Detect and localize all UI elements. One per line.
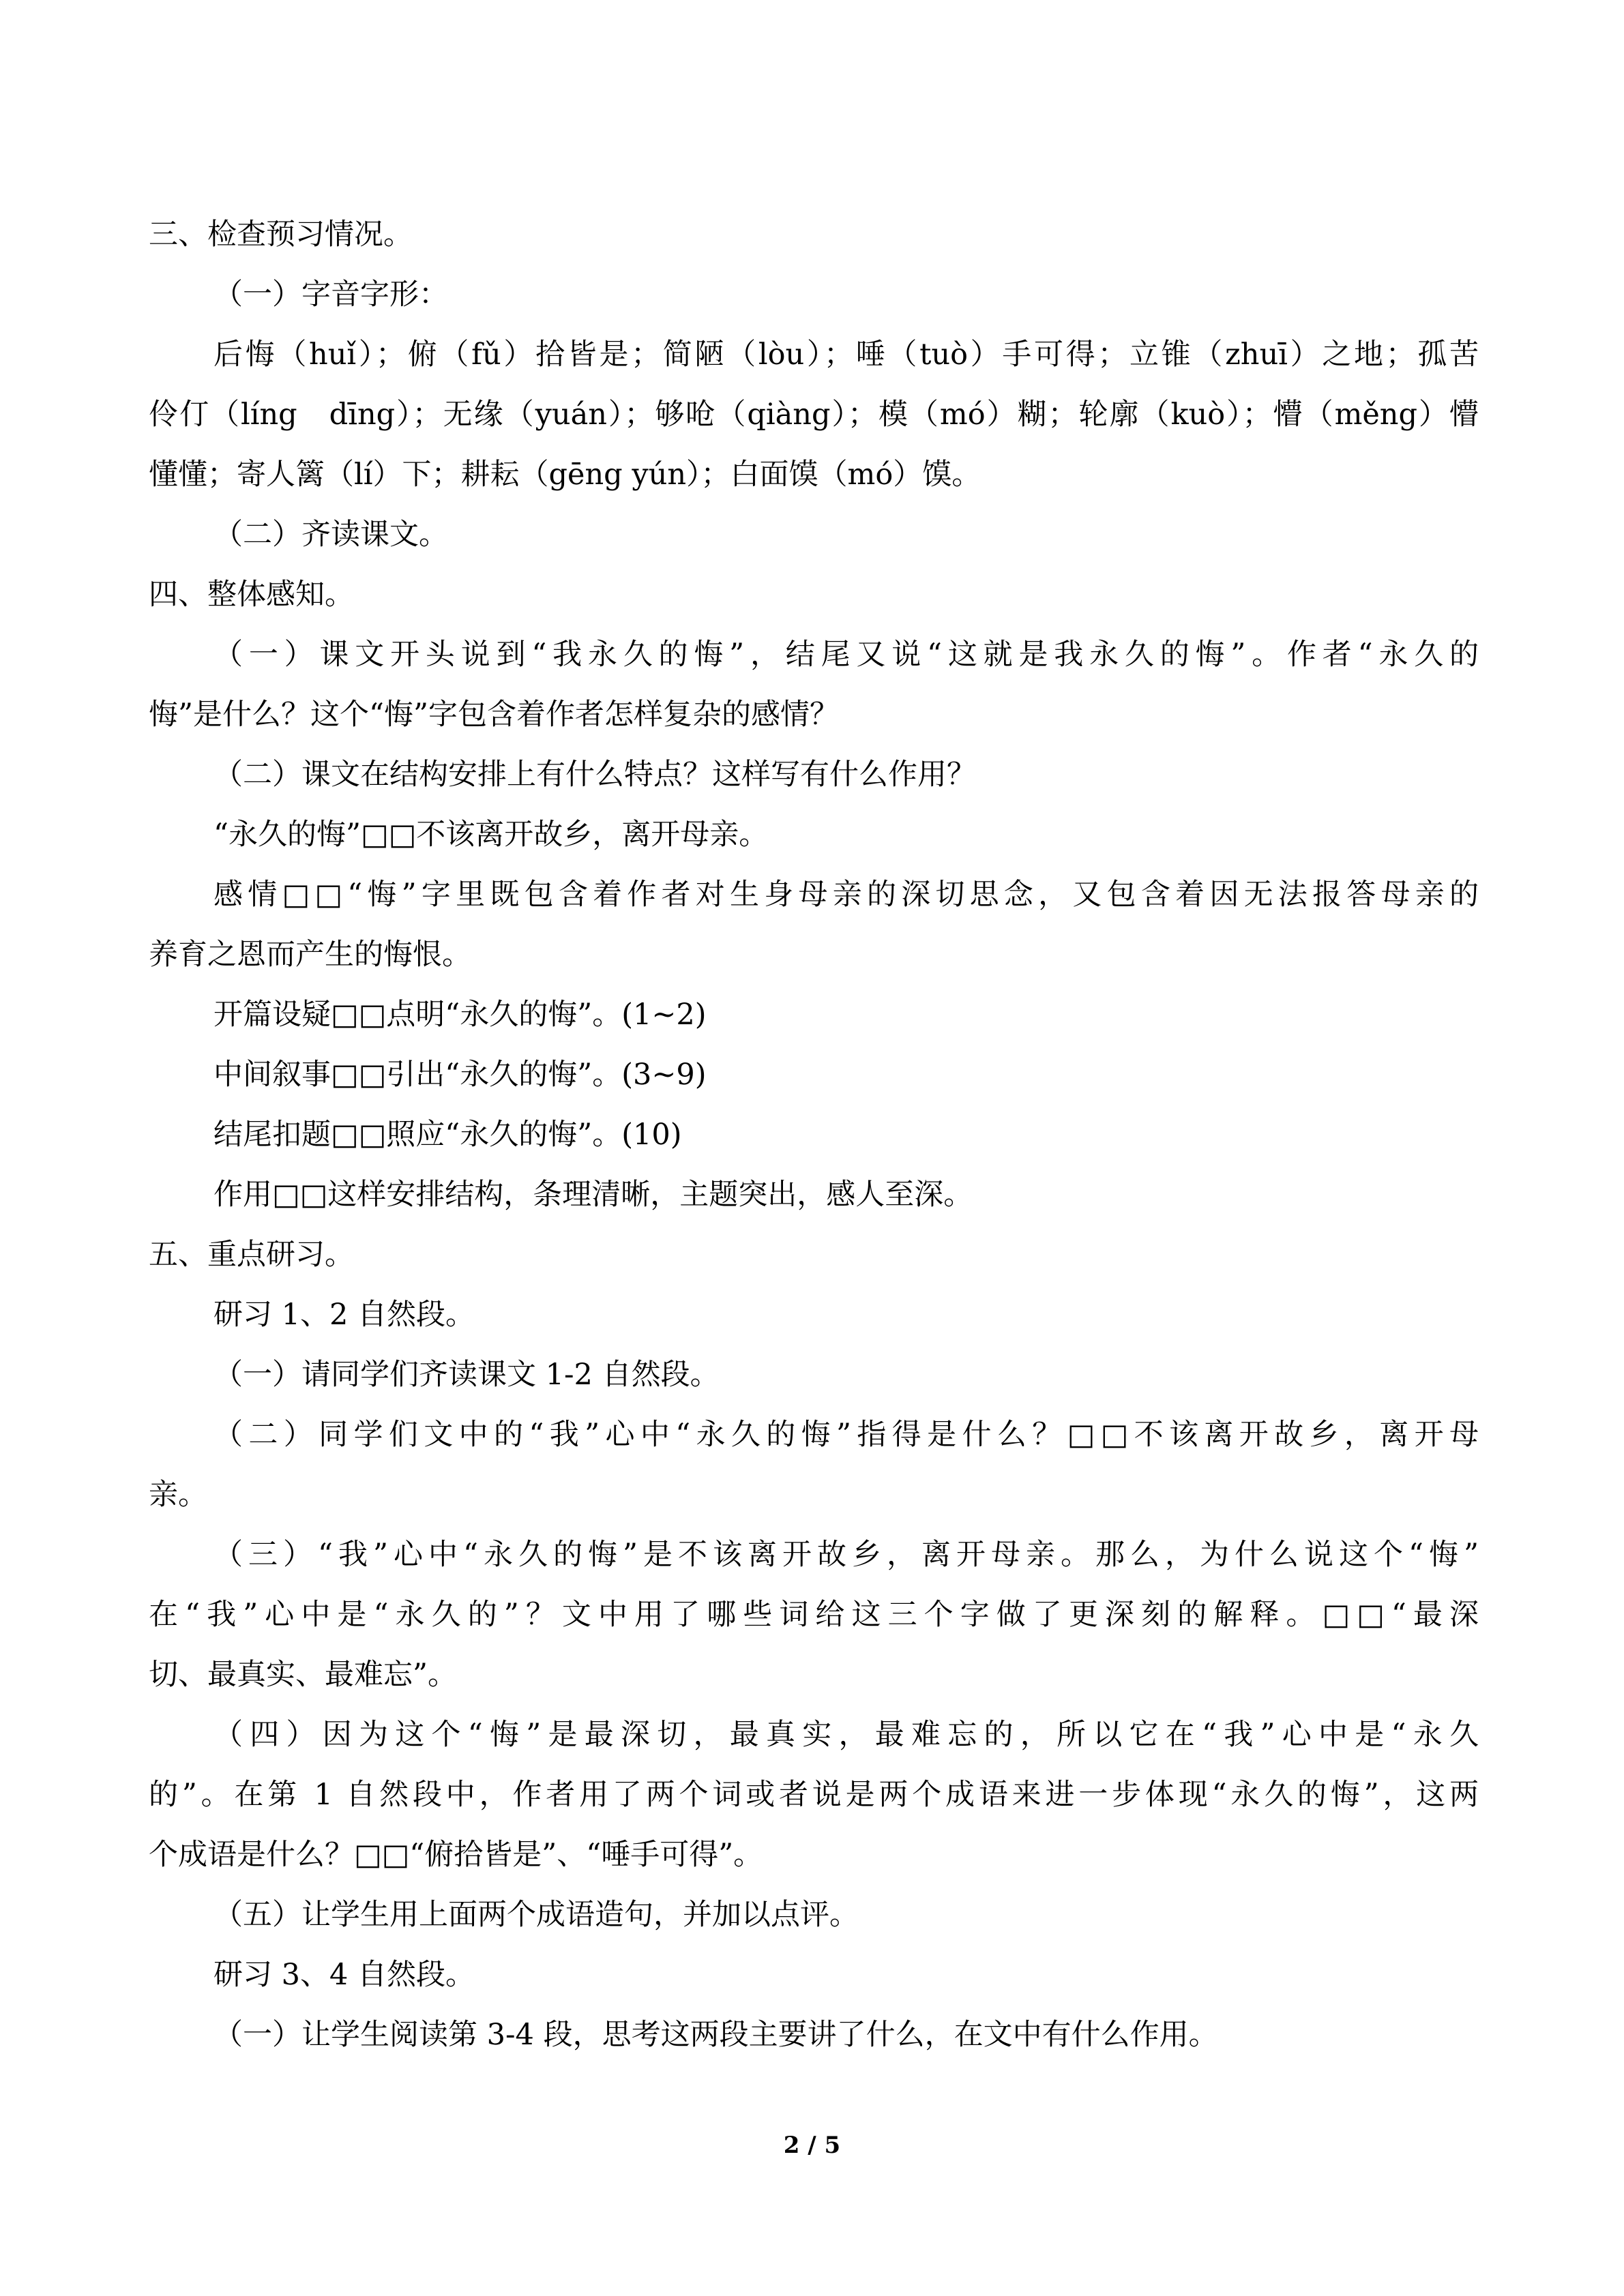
paragraph-line: （四）因为这个“悔”是最深切，最真实，最难忘的，所以它在“我”心中是“永久 (213, 1718, 1479, 1752)
paragraph-line: （一）让学生阅读第 3-4 段，思考这两段主要讲了什么，在文中有什么作用。 (213, 2018, 1218, 2052)
paragraph-line: 作用□□这样安排结构，条理清晰，主题突出，感人至深。 (213, 1178, 973, 1212)
paragraph-line: 在“我”心中是“永久的”？文中用了哪些词给这三个字做了更深刻的解释。□□“最深 (149, 1598, 1479, 1632)
paragraph-line: 结尾扣题□□照应“永久的悔”。(10) (213, 1118, 682, 1152)
paragraph-line: 中间叙事□□引出“永久的悔”。(3~9) (213, 1058, 707, 1092)
paragraph-line: 懂懂；寄人篱（lí）下；耕耘（gēng yún）；白面馍（mó）馍。 (149, 458, 981, 492)
paragraph-line: 养育之恩而产生的悔恨。 (149, 938, 471, 972)
paragraph-line: 伶仃（líng dīng）；无缘（yuán）；够呛（qiàng）；模（mó）糊；轮廓（kuò）；懵（měng）懵 (149, 398, 1479, 432)
section-heading: 四、整体感知。 (149, 578, 354, 612)
subsection-heading: （二）齐读课文。 (213, 518, 448, 552)
subsection-heading: （一）字音字形： (213, 278, 448, 312)
paragraph-line: 感情□□“悔”字里既包含着作者对生身母亲的深切思念，又包含着因无法报答母亲的 (213, 878, 1479, 912)
paragraph-line: 的”。在第 1 自然段中，作者用了两个词或者说是两个成语来进一步体现“永久的悔”，这两 (149, 1778, 1479, 1812)
page-number: 2 / 5 (783, 2132, 841, 2159)
paragraph-line: （一）课文开头说到“我永久的悔”，结尾又说“这就是我永久的悔”。作者“永久的 (213, 638, 1479, 672)
section-heading: 三、检查预习情况。 (149, 218, 413, 252)
paragraph-line: 悔”是什么？这个“悔”字包含着作者怎样复杂的感情？ (149, 698, 839, 732)
paragraph-line: （二）课文在结构安排上有什么特点？这样写有什么作用？ (213, 758, 976, 792)
section-heading: 五、重点研习。 (149, 1238, 354, 1272)
paragraph-line: “永久的悔”□□不该离开故乡，离开母亲。 (213, 818, 769, 852)
paragraph-line: 切、最真实、最难忘”。 (149, 1658, 457, 1692)
paragraph-line: （二）同学们文中的“我”心中“永久的悔”指得是什么？□□不该离开故乡，离开母 (213, 1418, 1479, 1452)
paragraph-line: （五）让学生用上面两个成语造句，并加以点评。 (213, 1898, 859, 1932)
paragraph-line: 后悔（huǐ）；俯（fǔ）拾皆是；简陋（lòu）；唾（tuò）手可得；立锥（zhuī）之地；孤苦 (213, 338, 1479, 372)
paragraph-line: （一）请同学们齐读课文 1-2 自然段。 (213, 1358, 720, 1392)
subsection-heading: 研习 3、4 自然段。 (213, 1958, 475, 1992)
subsection-heading: 研习 1、2 自然段。 (213, 1298, 475, 1332)
document-body (149, 205, 1479, 2065)
paragraph-line: （三）“我”心中“永久的悔”是不该离开故乡，离开母亲。那么，为什么说这个“悔” (213, 1538, 1479, 1572)
paragraph-line: 亲。 (149, 1478, 207, 1512)
paragraph-line: 开篇设疑□□点明“永久的悔”。(1~2) (213, 998, 707, 1032)
paragraph-line: 个成语是什么？□□“俯拾皆是”、“唾手可得”。 (149, 1838, 763, 1872)
